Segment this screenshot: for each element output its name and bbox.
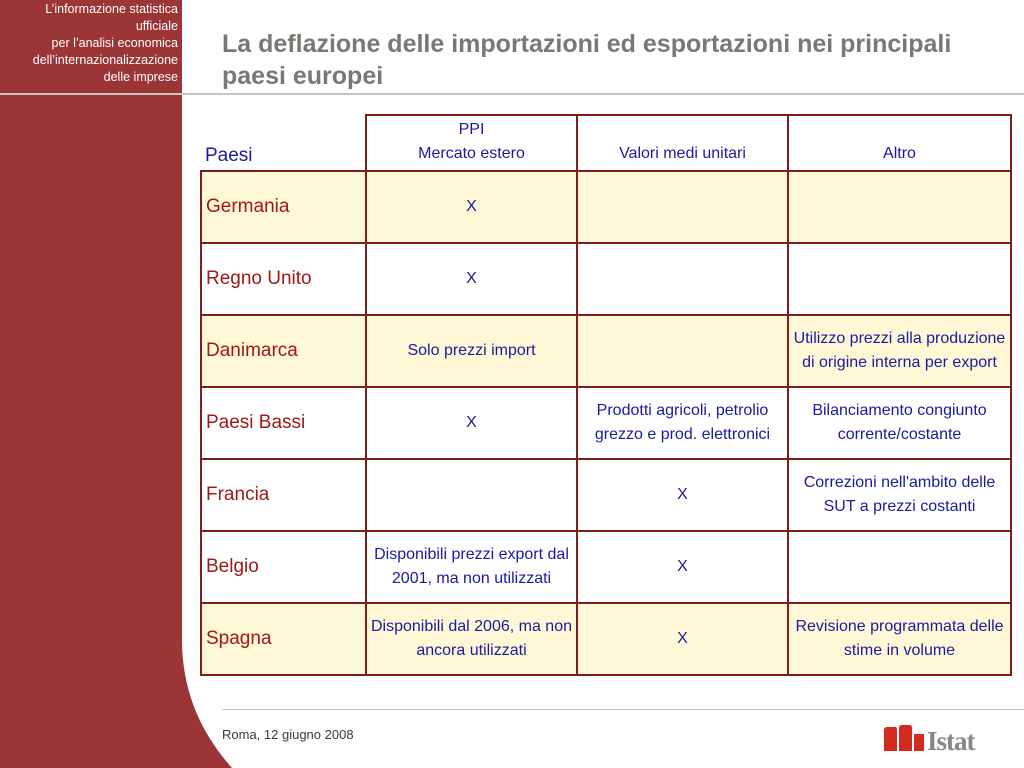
cell-country: Spagna xyxy=(201,603,366,675)
footer-date: Roma, 12 giugno 2008 xyxy=(222,727,354,742)
header-line: per l’analisi economica xyxy=(51,36,178,50)
header-unit-values: Valori medi unitari xyxy=(577,115,788,171)
cell-unit-values xyxy=(577,171,788,243)
cell-ppi xyxy=(366,459,577,531)
cell-ppi: X xyxy=(366,171,577,243)
header-line: dell’internazionalizzazione xyxy=(32,53,178,67)
cell-ppi: Disponibili dal 2006, ma non ancora utilizzati xyxy=(366,603,577,675)
header-country: Paesi xyxy=(201,115,366,171)
cell-country: Danimarca xyxy=(201,315,366,387)
cell-ppi: X xyxy=(366,243,577,315)
cell-ppi: X xyxy=(366,387,577,459)
slide-title: La deflazione delle importazioni ed esportazioni nei principali paesi europei xyxy=(222,30,952,90)
table-row xyxy=(201,315,1011,387)
presentation-header xyxy=(0,0,182,86)
cell-other: Revisione programmata delle stime in volume xyxy=(788,603,1011,675)
table-row xyxy=(201,171,1011,243)
table-row xyxy=(201,243,1011,315)
header-ppi-line1: PPI xyxy=(458,121,485,138)
cell-unit-values: X xyxy=(577,531,788,603)
header-line: ufficiale xyxy=(135,19,178,33)
cell-country: Francia xyxy=(201,459,366,531)
cell-unit-values xyxy=(577,243,788,315)
cell-other: Utilizzo prezzi alla produzione di origine interna per export xyxy=(788,315,1011,387)
cell-country: Germania xyxy=(201,171,366,243)
cell-unit-values: Prodotti agricoli, petrolio grezzo e prod. elettronici xyxy=(577,387,788,459)
cell-other xyxy=(788,243,1011,315)
table-row xyxy=(201,531,1011,603)
table-row xyxy=(201,603,1011,675)
header-ppi-line2: Mercato estero xyxy=(418,145,525,162)
cell-unit-values xyxy=(577,315,788,387)
header-line: L’informazione statistica xyxy=(45,2,178,16)
cell-country: Regno Unito xyxy=(201,243,366,315)
header-ppi xyxy=(366,115,577,171)
cell-country: Paesi Bassi xyxy=(201,387,366,459)
cell-country: Belgio xyxy=(201,531,366,603)
cell-other xyxy=(788,171,1011,243)
header-other: Altro xyxy=(788,115,1011,171)
cell-unit-values: X xyxy=(577,459,788,531)
istat-logo-text: Istat xyxy=(927,726,975,756)
cell-ppi: Solo prezzi import xyxy=(366,315,577,387)
cell-other: Bilanciamento congiunto corrente/costante xyxy=(788,387,1011,459)
table-row xyxy=(201,387,1011,459)
cell-other xyxy=(788,531,1011,603)
header-line: delle imprese xyxy=(103,70,178,84)
header-divider xyxy=(0,93,1024,95)
deflation-table xyxy=(200,114,1012,676)
istat-logo-icon xyxy=(882,724,926,754)
cell-unit-values: X xyxy=(577,603,788,675)
cell-other: Correzioni nell'ambito delle SUT a prezzi costanti xyxy=(788,459,1011,531)
table-row xyxy=(201,459,1011,531)
table-header-row xyxy=(201,115,1011,171)
footer-divider xyxy=(222,709,1024,710)
cell-ppi: Disponibili prezzi export dal 2001, ma non utilizzati xyxy=(366,531,577,603)
